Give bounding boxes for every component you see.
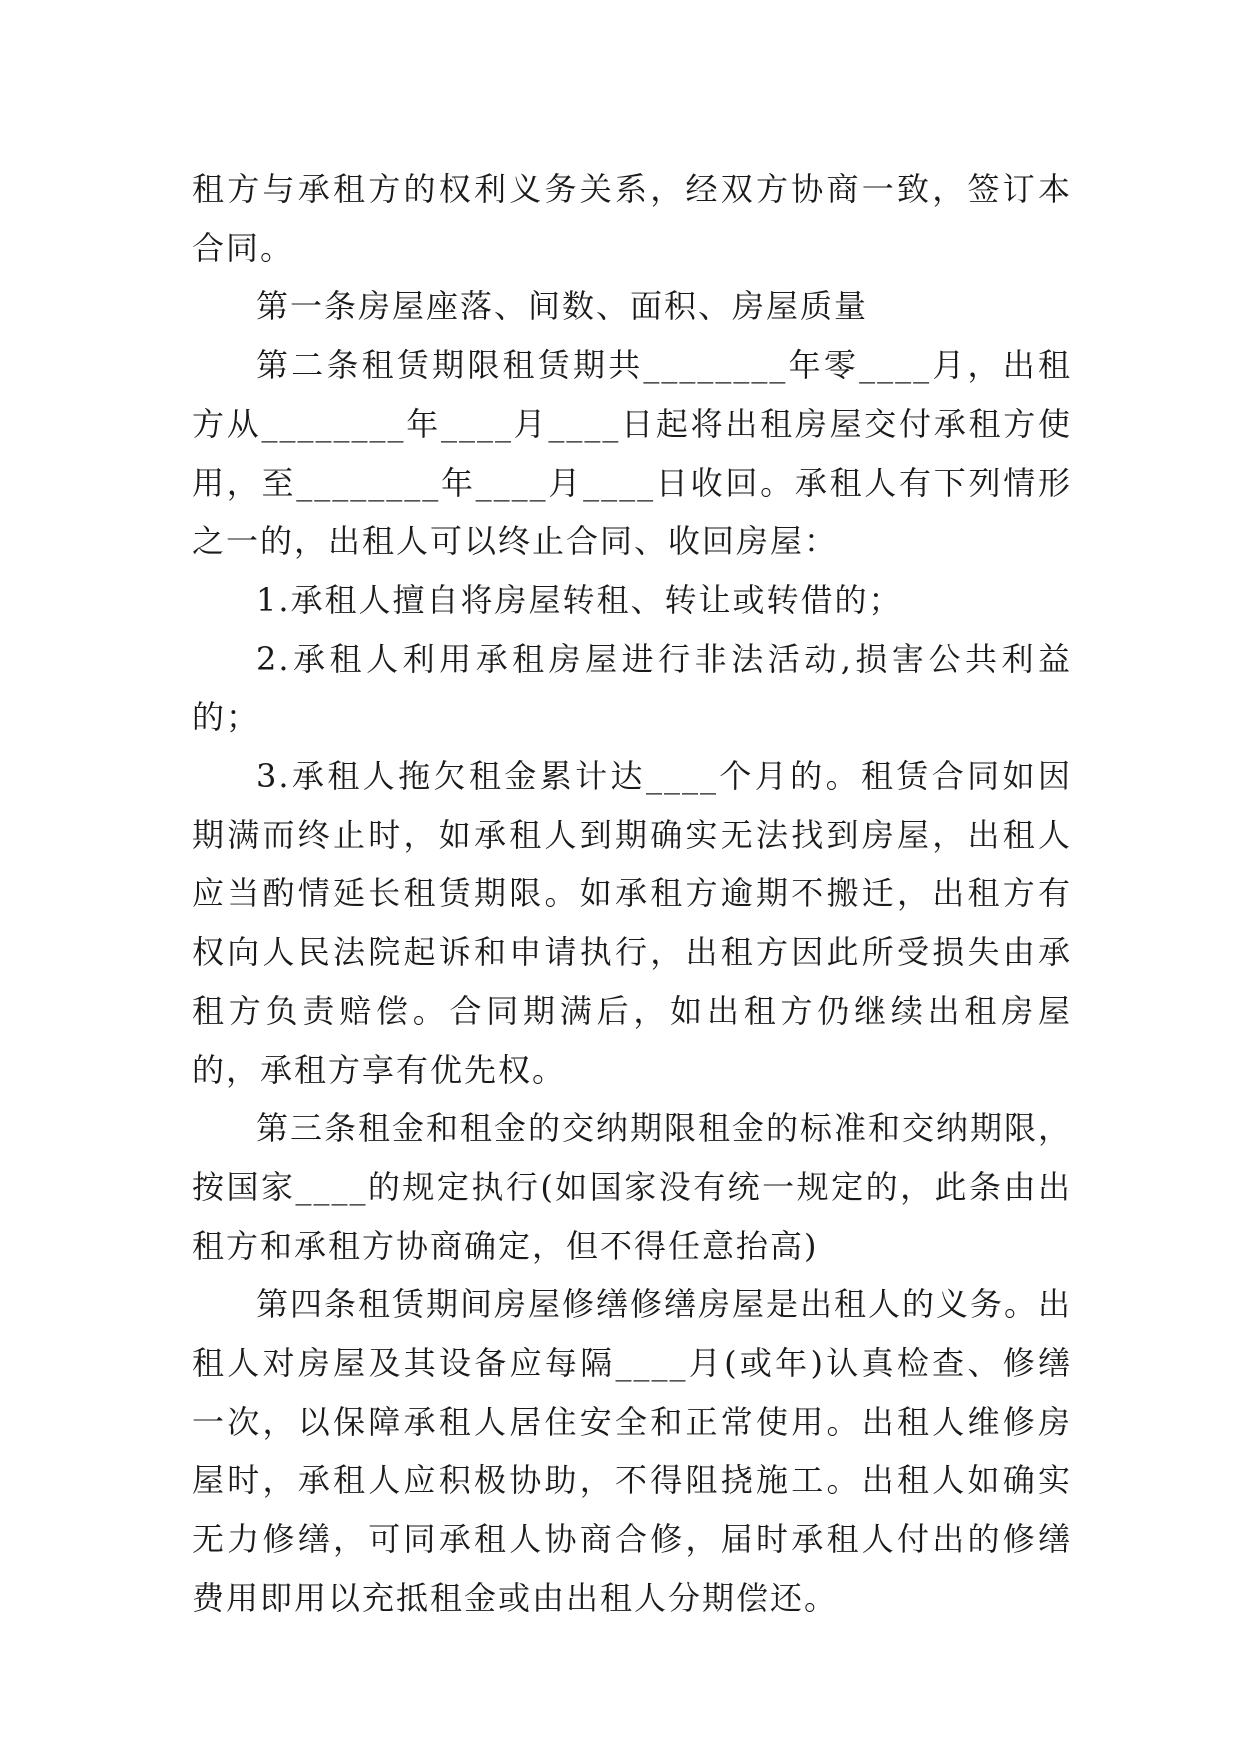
contract-body bbox=[192, 160, 1072, 1628]
paragraph-article-2: 第二条租赁期限租赁期共________年零____月，出租方从________年____月____日起将出租房屋交付承租方使用，至________年____月____日收回。承租人有下列情形之一的，出租人可以终止合同、收回房屋： bbox=[192, 346, 1072, 561]
paragraph-intro-continuation: 租方与承租方的权利义务关系，经双方协商一致，签订本合同。 bbox=[192, 170, 1072, 267]
paragraph-article-3: 第三条租金和租金的交纳期限租金的标准和交纳期限，按国家____的规定执行(如国家没有统一规定的，此条由出租方和承租方协商确定，但不得任意抬高) bbox=[192, 1109, 1073, 1265]
paragraph-item-3: 3.承租人拖欠租金累计达____个月的。租赁合同如因期满而终止时，如承租人到期确实无法找到房屋，出租人应当酌情延长租赁期限。如承租方逾期不搬迁，出租方有权向人民法院起诉和申请执行，出租方因此所受损失由承租方负责赔偿。合同期满后，如出租方仍继续出租房屋的，承租方享有优先权。 bbox=[192, 757, 1072, 1089]
paragraph-item-1: 1.承租人擅自将房屋转租、转让或转借的； bbox=[256, 580, 903, 619]
paragraph-item-2: 2.承租人利用承租房屋进行非法活动,损害公共利益的； bbox=[192, 639, 1072, 737]
paragraph-article-1: 第一条房屋座落、间数、面积、房屋质量 bbox=[256, 287, 869, 326]
paragraph-article-4: 第四条租赁期间房屋修缮修缮房屋是出租人的义务。出租人对房屋及其设备应每隔____月(或年)认真检查、修缮一次，以保障承租人居住安全和正常使用。出租人维修房屋时，承租人应积极协助，不得阻挠施工。出租人如确实无力修缮，可同承租人协商合修，届时承租人付出的修缮费用即用以充抵租金或由出租人分期偿还。 bbox=[192, 1285, 1073, 1617]
